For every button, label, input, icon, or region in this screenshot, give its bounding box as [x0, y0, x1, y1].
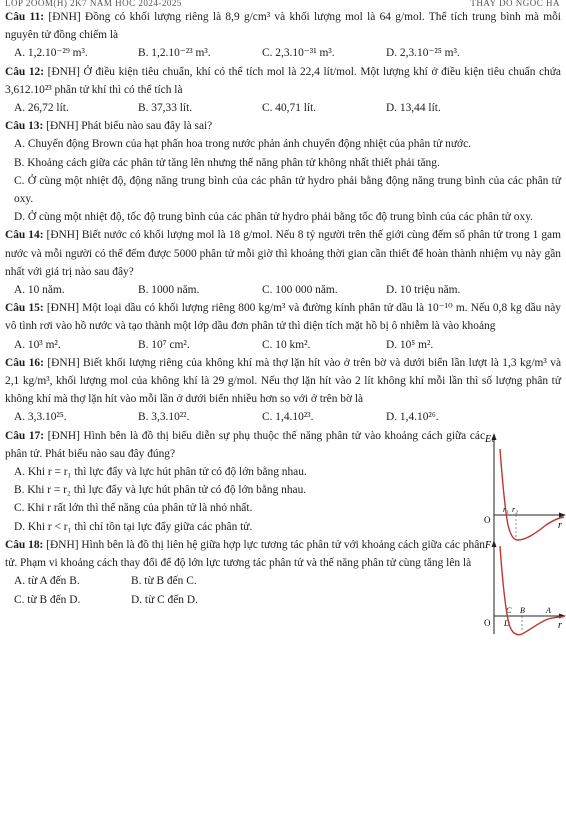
options — [5, 281, 561, 299]
x-axis-arrow — [559, 613, 566, 618]
option-c[interactable]: C. 2,3.10⁻³¹ m³. — [262, 47, 335, 60]
point-a-label: A — [546, 605, 551, 615]
question-label: Câu 14: — [5, 229, 44, 242]
question-13 — [0, 117, 566, 226]
option-c[interactable]: C. Khi r rất lớn thì thế năng của phân tử là nhỏ nhất. — [14, 502, 253, 515]
option-a[interactable]: A. Chuyển động Brown của hạt phấn hoa trong nước phản ánh chuyển động nhiệt của phân tử nước. — [14, 138, 471, 151]
option-d[interactable]: D. từ C đến D. — [131, 593, 198, 606]
option-d[interactable]: D. 1,4.10²⁶. — [386, 411, 439, 424]
origin-label: O — [484, 617, 491, 628]
options-row-1 — [5, 572, 485, 590]
header-right: THAY DO NGOC HA — [470, 0, 560, 8]
question-label: Câu 16: — [5, 356, 44, 369]
option-c[interactable]: C. Ở cùng một nhiệt độ, động năng trung bình của các phân tử hydro phải bằng động năng trung bình của các phân tử oxy. — [14, 174, 561, 206]
question-18 — [0, 536, 566, 631]
options — [5, 336, 561, 354]
question-12 — [0, 63, 566, 118]
option-d[interactable]: D. Ở cùng một nhiệt độ, tốc độ trung bình của các phân tử hydro phải bằng tốc độ trung bình của các phân tử oxy. — [14, 211, 533, 224]
option-d[interactable]: D. 10 triệu năm. — [386, 284, 461, 297]
option-c[interactable]: C. từ B đến D. — [14, 593, 81, 606]
axis-x-label: r — [558, 619, 562, 631]
option-a[interactable]: A. từ A đến B. — [14, 575, 80, 588]
option-b[interactable]: B. 37,33 lít. — [138, 102, 193, 115]
question-text: [ĐNH] Phát biểu nào sau đây là sai? — [46, 120, 213, 133]
option-b[interactable]: B. 1000 năm. — [138, 284, 200, 297]
question-14 — [0, 226, 566, 299]
header-left: LOP 2OOM(H) 2K7 NAM HOC 2024-2025 — [5, 0, 182, 8]
question-text: [ĐNH] Hình bên là đồ thị liên hệ giữa hợp lực tương tác phân tử với khoảng cách giữa các phân tử. Phạm vi khoảng cách thay đổi để độ lớn lực tương tác phân tử và thế năng phân tử cùng tăng lên là — [5, 538, 485, 570]
option-a[interactable]: A. 10 năm. — [14, 284, 65, 297]
question-body — [5, 427, 485, 536]
option-b[interactable]: B. 10⁷ cm². — [138, 338, 190, 351]
question-label: Câu 12: — [5, 65, 45, 78]
point-c-label: C — [506, 605, 512, 615]
force-graph — [486, 538, 566, 638]
r2-label: r₂ — [512, 504, 518, 514]
option-b[interactable]: B. từ B đến C. — [131, 575, 197, 588]
option-c[interactable]: C. 40,71 lít. — [262, 102, 317, 115]
option-a[interactable]: A. 3,3.10²⁵. — [14, 411, 67, 424]
question-body — [5, 536, 485, 609]
option-a[interactable]: A. 26,72 lít. — [14, 102, 69, 115]
question-label: Câu 18: — [5, 538, 44, 551]
option-c[interactable]: C. 10 km². — [262, 338, 311, 351]
question-text: [ĐNH] Biết nước có khối lượng mol là 18 g/mol. Nếu 8 tỷ người trên thế giới cùng đếm số phân tử trong 1 gam nước và mỗi người có thể đếm được 5000 phân tử mỗi giờ thì khoảng thời gian cần thiết để hoàn thành nhiệm vụ này gần nhất với giá trị nào sau đây? — [5, 229, 561, 278]
r1-label: r₁ — [503, 504, 509, 514]
options — [5, 408, 561, 426]
question-11 — [0, 8, 566, 63]
options-row-2 — [5, 591, 485, 609]
option-a[interactable]: A. Khi r = r₁ thì lực đẩy và lực hút phân tử có độ lớn bằng nhau. — [14, 466, 307, 479]
axis-y-label: F — [485, 539, 492, 551]
origin-label: O — [484, 514, 491, 525]
question-15 — [0, 299, 566, 354]
options — [5, 44, 561, 62]
y-axis-arrow — [492, 540, 497, 547]
question-16 — [0, 354, 566, 427]
point-d-label: D — [504, 618, 510, 628]
option-d[interactable]: D. Khi r < r₁ thì chỉ tồn tại lực đẩy giữa các phân tử. — [14, 520, 253, 533]
question-label: Câu 17: — [5, 429, 45, 442]
axis-y-label: Eₜ — [485, 433, 495, 445]
option-c[interactable]: C. 1,4.10²³. — [262, 411, 314, 424]
option-b[interactable]: B. 1,2.10⁻²³ m³. — [138, 47, 211, 60]
question-label: Câu 13: — [5, 120, 44, 133]
question-label: Câu 11: — [5, 11, 45, 23]
point-b-label: B — [520, 605, 525, 615]
option-d[interactable]: D. 13,44 lít. — [386, 102, 441, 115]
option-b[interactable]: B. Khoảng cách giữa các phân tử tăng lên nhưng thế năng phân tử không nhất thiết phải tăng. — [14, 156, 440, 169]
option-c[interactable]: C. 100 000 năm. — [262, 284, 338, 297]
question-text: [ĐNH] Biết khối lượng riêng của không khí mà thợ lặn hít vào ở trên bờ và dưới biển lần lượt là 1,3 kg/m³ và 2,1 kg/m³, khối lượng mol của không khí là 29 g/mol. Nếu thợ lặn hít vào 2 lít không khí mỗi lần thì số lượng phân tử không khí mà thợ lặn hít vào mỗi lần ở dưới biển nhiều hơn so với ở trên bờ là — [5, 356, 561, 406]
question-text: [ĐNH] Một loại dầu có khối lượng riêng 800 kg/m³ và đường kính phân tử dầu là 10⁻¹⁰ m. Nếu 0,8 kg dầu này vô tình rơi vào hồ nước và tạo thành một lớp dầu đơn phân tử thì diện tích mặt hồ bị ô nhiễm là vào khoảng — [5, 302, 561, 333]
option-a[interactable]: A. 10³ m². — [14, 338, 61, 351]
option-a[interactable]: A. 1,2.10⁻²⁹ m³. — [14, 47, 88, 60]
option-b[interactable]: B. 3,3.10²². — [138, 411, 190, 424]
option-b[interactable]: B. Khi r = r₂ thì lực đẩy và lực hút phân tử có độ lớn bằng nhau. — [14, 484, 307, 497]
options — [5, 99, 561, 117]
question-text: [ĐNH] Hình bên là đồ thị biểu diễn sự phụ thuộc thế năng phân tử vào khoảng cách giữa các phân tử. Phát biểu nào sau đây đúng? — [5, 429, 485, 460]
question-text: [ĐNH] Đồng có khối lượng riêng là 8,9 g/cm³ và khối lượng mol là 64 g/mol. Thể tích trung bình mà mỗi nguyên tử đồng chiếm là — [5, 11, 561, 42]
question-label: Câu 15: — [5, 302, 44, 315]
axis-x-label: r — [558, 519, 562, 531]
question-text: [ĐNH] Ở điều kiện tiêu chuẩn, khí có thể tích mol là 22,4 lít/mol. Một lượng khí ở điều kiện tiêu chuẩn chứa 3,612.10²³ phân tử khí thì có thể tích là — [5, 65, 561, 96]
page-header — [0, 0, 566, 8]
option-d[interactable]: D. 2,3.10⁻²⁵ m³. — [386, 47, 460, 60]
option-d[interactable]: D. 10⁵ m². — [386, 338, 434, 351]
energy-curve — [500, 449, 564, 540]
question-17 — [0, 427, 566, 536]
